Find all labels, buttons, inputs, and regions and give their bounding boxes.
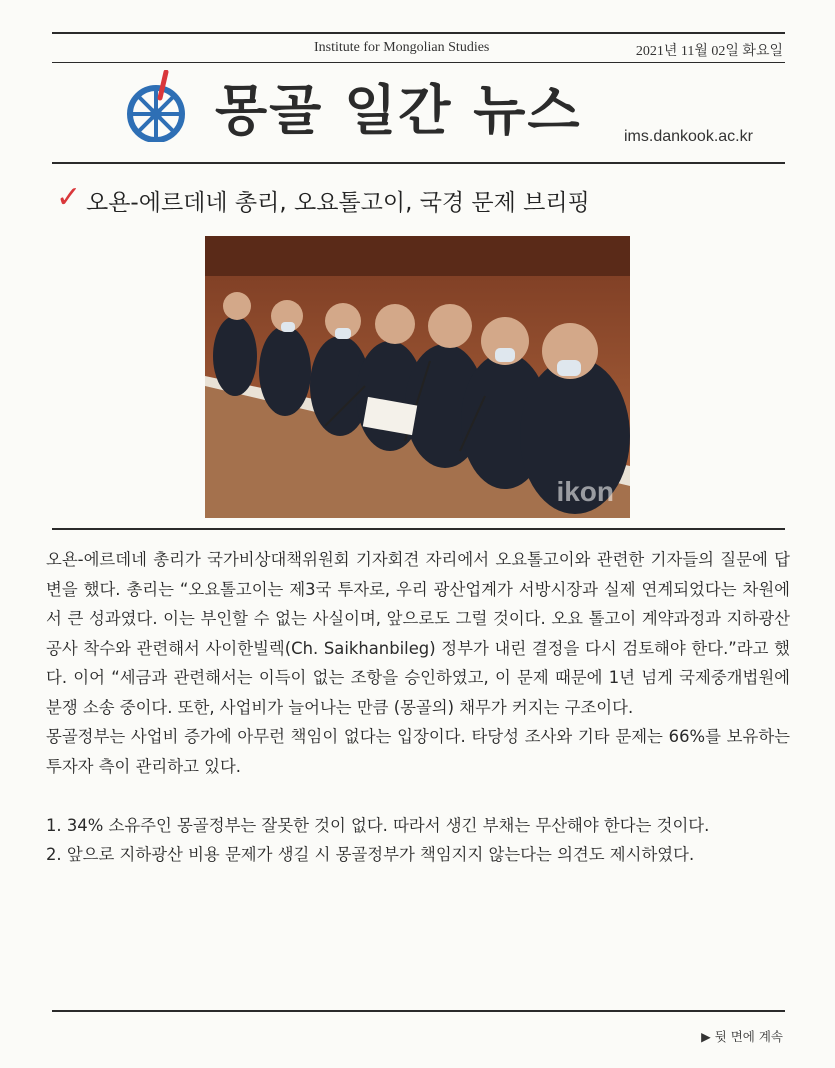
press-conference-photo — [205, 236, 630, 518]
continue-note[interactable]: ▶ 뒷 면에 계속 — [701, 1029, 783, 1044]
article-point: 2. 앞으로 지하광산 비용 문제가 생길 시 몽골정부가 책임지지 않는다는 의견도 제시하였다. — [46, 845, 695, 864]
article-paragraph: 몽골정부는 사업비 증가에 아무런 책임이 없다는 입장이다. 타당성 조사와 기타 문제는 66%를 보유하는 투자자 측이 관리하고 있다. — [46, 727, 790, 776]
paragraph-spacer — [46, 781, 790, 811]
issue-date: 2021년 11월 02일 화요일 — [635, 44, 783, 59]
article-body — [46, 545, 790, 870]
top-rule — [52, 32, 785, 34]
wheel-logo-icon — [120, 70, 192, 142]
photo-rule — [52, 528, 785, 530]
site-url: ims.dankook.ac.kr — [624, 128, 753, 145]
check-mark-icon: ✓ — [56, 180, 82, 215]
top-meta — [52, 38, 785, 60]
article-paragraph: 오욘-에르데네 총리가 국가비상대책위원회 기자회견 자리에서 오요톨고이와 관련한 기자들의 질문에 답변을 했다. 총리는 “오요톨고이는 제3국 투자로, 우리 광산업계가 서방시장과 실제 연계되었다는 차원에서 큰 성과였다. 이는 부인할 수 없는 사실이며, 앞으로도 그럴 것이다. 오요 톨고이 계약과정과 지하광산 공사 착수와 관련해서 사이한빌렉(Ch. Saikhanbileg) 정부가 내린 결정을 다시 검토해야 한다.”라고 했다. 이어 “세금과 관련해서는 이득이 없는 조항을 승인하였고, 이 문제 때문에 1년 넘게 국제중개법원에 분쟁 소송 중이다. 또한, 사업비가 늘어나는 만큼 (몽골의) 채무가 커지는 구조이다. — [46, 550, 790, 717]
masthead-title: 몽골 일간 뉴스 — [215, 79, 582, 142]
bottom-rule — [52, 1010, 785, 1012]
meta-rule — [52, 62, 785, 63]
photo-watermark: ikon — [556, 476, 614, 507]
institute-name: Institute for Mongolian Studies — [314, 40, 490, 55]
masthead-rule — [52, 162, 785, 164]
article-headline: 오욘-에르데네 총리, 오요톨고이, 국경 문제 브리핑 — [86, 190, 590, 216]
article-point: 1. 34% 소유주인 몽골정부는 잘못한 것이 없다. 따라서 생긴 부채는 무산해야 한다는 것이다. — [46, 815, 710, 835]
